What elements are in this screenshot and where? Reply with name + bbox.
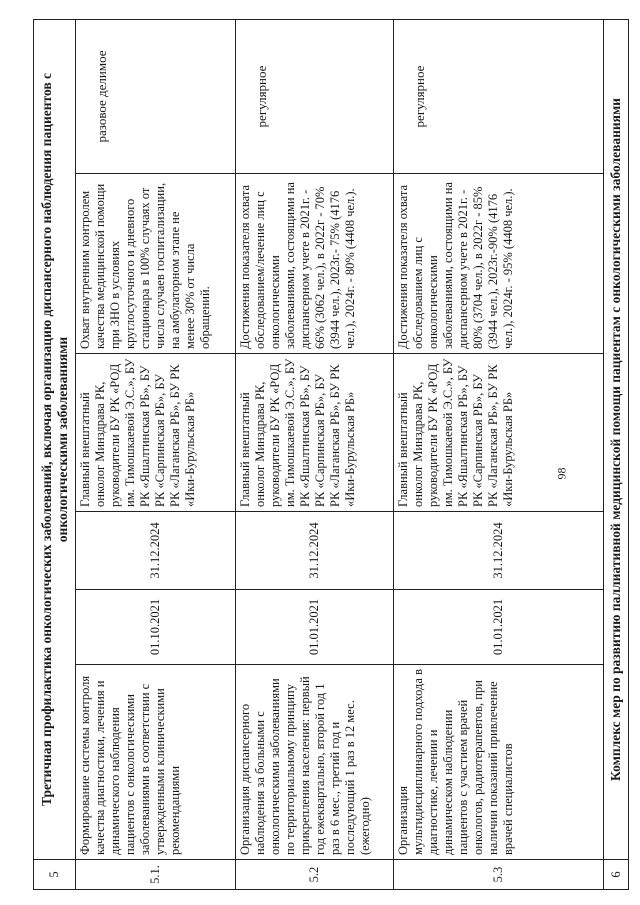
row-start-date: 01.01.2021 (236, 590, 394, 665)
row-responsible: Главный внештатный онколог Минздрава РК, руководители БУ РК «РОД им. Тимошкаевой Э.С.», БУ РК «Яшалтинская РБ», БУ РК «Сарпинская РБ», БУ РК «Лаганская РБ», БУ РК «Ики-Бурульская РБ» (236, 354, 394, 512)
row-end-date: 31.12.2024 (76, 512, 236, 590)
row-end-date: 31.12.2024 (236, 512, 394, 590)
row-number: 5.1. (76, 860, 236, 890)
row-start-date: 01.10.2021 (76, 590, 236, 665)
row-result: Достижения показателя охвата обследованием/лечение лиц с онкологическими заболеваниями, состоящими на диспансерном учете в 2021г. - 66% (3062 чел.), в 2022г - 70% (3944 чел.), 2023г.- 75% (4176 чел.), 2024г. - 80% (4408 чел.). (236, 174, 394, 354)
row-result: Достижения показателя охвата обследованием лиц с онкологическими заболеваниями, состоящими на диспансерном учете в 2021г. - 80% (3704 чел.), в 2022г - 85% (3944 чел.), 2023г.-90% (4176 чел.), 2024г. - 95% (4408 чел.). (394, 174, 604, 354)
table-row (236, 19, 394, 889)
row-result: Охват внутренним контролем качества медицинской помощи при ЗНО в условиях круглосуточного и дневного стационара в 100% случаях от числа случаев госпитализации, на амбулаторном этапе не менее 30% от числа обращений. (76, 174, 236, 354)
row-number: 5.2 (236, 860, 394, 890)
section-6-number: 6 (604, 860, 629, 890)
row-number: 5.3 (394, 860, 604, 890)
row-responsible: Главный внештатный онколог Минздрава РК, руководители БУ РК «РОД им. Тимошкаевой Э.С.», БУ РК «Яшалтинская РБ», БУ РК «Сарпинская РБ», БУ РК «Лаганская РБ», БУ РК «Ики-Бурульская РБ» (394, 354, 604, 512)
row-activity: Формирование системы контроля качества диагностики, лечения и динамического наблюдения пациентов с онкологическими заболеваниями в соответствии с утвержденными клиническими рекомендациями (76, 665, 236, 860)
row-activity: Организация мультидисциплинарного подхода в диагностике, лечении и динамическом наблюдении пациентов с участием врачей онкологов, радиотерапевтов, при наличии показаний привлечение врачей специалистов (394, 665, 604, 860)
table-row (394, 19, 604, 889)
row-responsible: Главный внештатный онколог Минздрава РК, руководители БУ РК «РОД им. Тимошкаевой Э.С.», БУ РК «Яшалтинская РБ», БУ РК «Сарпинская РБ», БУ РК «Лаганская РБ», БУ РК «Ики-Бурульская РБ» (76, 354, 236, 512)
row-start-date: 01.01.2021 (394, 590, 604, 665)
section-5-number: 5 (34, 860, 76, 890)
section-5-header-row (34, 19, 76, 889)
row-activity: Организация диспансерного наблюдения за больными с онкологическими заболеваниями по территориальному принципу прикрепления населения: первый год ежеквартально, второй год 1 раз в 6 мес., третий год и последующий 1 раз в 12 мес. (ежегодно) (236, 665, 394, 860)
program-table (33, 19, 629, 890)
rotated-table-container (33, 20, 628, 890)
row-frequency: регулярное (394, 19, 604, 173)
section-5-title: Третичная профилактика онкологических заболеваний, включая организацию диспансерного наблюдения пациентов с онкологическими заболеваниями (34, 19, 76, 859)
row-frequency: регулярное (236, 19, 394, 173)
table-row (76, 19, 236, 889)
row-frequency: разовое делимое (76, 19, 236, 173)
section-6-title: Комплекс мер по развитию паллиативной медицинской помощи пациентам с онкологическими заболеваниями (604, 19, 629, 859)
page-number: 98 (554, 467, 569, 480)
row-end-date: 31.12.2024 (394, 512, 604, 590)
section-6-header-row (604, 19, 629, 889)
